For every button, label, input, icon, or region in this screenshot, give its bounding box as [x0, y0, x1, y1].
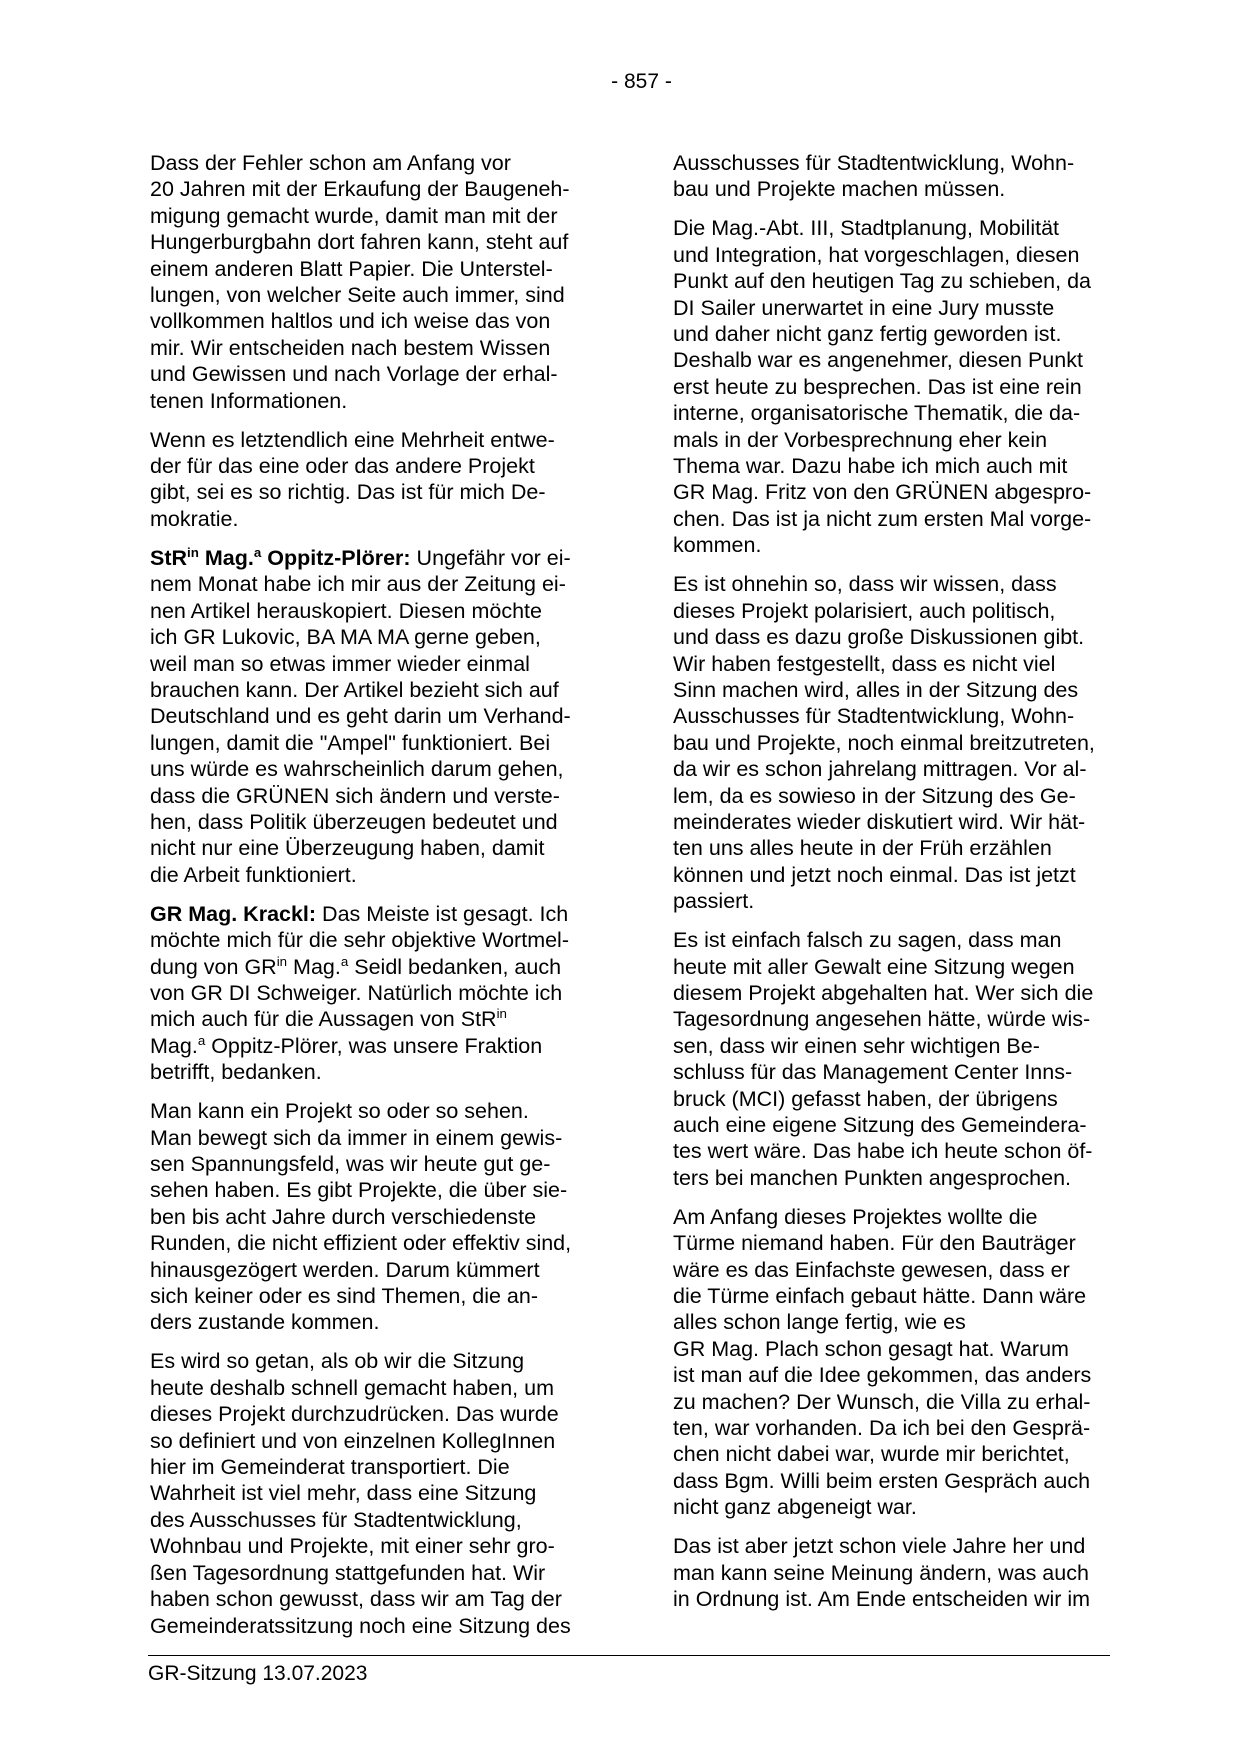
text-line [673, 756, 1133, 782]
text-run: mokratie. [150, 506, 239, 531]
text-run: tes wert wäre. Das habe ich heute schon öf- [673, 1139, 1093, 1164]
text-line [673, 1257, 1133, 1283]
text-line [673, 1230, 1133, 1256]
page-number: - 857 - [611, 70, 672, 93]
text-line [150, 1033, 610, 1059]
text-run: Deshalb war es angenehmer, diesen Punkt [673, 348, 1083, 373]
text-run: vollkommen haltlos und ich weise das von [150, 309, 551, 334]
text-run: des Ausschusses für Stadtentwicklung, [150, 1507, 522, 1532]
text-line [150, 1151, 610, 1177]
text-line [150, 756, 610, 782]
text-line [673, 598, 1133, 624]
text-run: mals in der Vorbesprechnung eher kein [673, 427, 1048, 452]
text-run: haben schon gewusst, dass wir am Tag der [150, 1587, 562, 1612]
text-run: uns würde es wahrscheinlich darum gehen, [150, 757, 564, 782]
text-line [150, 1059, 610, 1085]
speaker-name-run: Mag. [198, 545, 254, 570]
text-line [150, 479, 610, 505]
footer-text: GR-Sitzung 13.07.2023 [148, 1662, 368, 1685]
text-line [673, 321, 1133, 347]
text-line [150, 427, 610, 453]
text-run: und daher nicht ganz fertig geworden ist. [673, 322, 1062, 347]
text-line [150, 1006, 610, 1032]
text-line [150, 954, 610, 980]
text-line [150, 862, 610, 888]
text-line [673, 1059, 1133, 1085]
text-line [150, 835, 610, 861]
text-run: Wohnbau und Projekte, mit einer sehr gro- [150, 1534, 555, 1559]
text-run: Tagesordnung angesehen hätte, würde wis- [673, 1007, 1091, 1032]
text-line [150, 1480, 610, 1506]
text-run: Es ist einfach falsch zu sagen, dass man [673, 928, 1062, 953]
paragraph [150, 150, 610, 414]
text-line [673, 703, 1133, 729]
text-run: Wir haben festgestellt, dass es nicht viel [673, 651, 1056, 676]
text-run: brauchen kann. Der Artikel bezieht sich auf [150, 677, 559, 702]
text-run: passiert. [673, 889, 755, 914]
text-line [150, 1375, 610, 1401]
text-line [150, 730, 610, 756]
text-line [150, 1560, 610, 1586]
text-run: diesem Projekt abgehalten hat. Wer sich die [673, 980, 1094, 1005]
text-run: migung gemacht wurde, damit man mit der [150, 203, 558, 228]
text-run: schluss für das Management Center Inns- [673, 1060, 1073, 1085]
text-line [673, 571, 1133, 597]
text-run: lungen, damit die "Ampel" funktioniert. Bei [150, 730, 551, 755]
text-run: Ausschusses für Stadtentwicklung, Wohn- [673, 704, 1075, 729]
text-run: so definiert und von einzelnen KollegInnen [150, 1428, 556, 1453]
text-run: dieses Projekt polarisiert, auch politisch, [673, 598, 1056, 623]
text-run: nen Artikel herauskopiert. Diesen möchte [150, 598, 542, 623]
text-run: bau und Projekte machen müssen. [673, 177, 1006, 202]
text-run: Oppitz-Plörer, was unsere Fraktion [205, 1033, 543, 1058]
text-line [150, 901, 610, 927]
text-run: in [496, 1006, 507, 1022]
page-footer [148, 1655, 1110, 1686]
text-run: und Gewissen und nach Vorlage der erhal- [150, 362, 558, 387]
text-line [150, 783, 610, 809]
paragraph [673, 1204, 1133, 1521]
text-line [673, 651, 1133, 677]
text-run: a [340, 953, 349, 969]
text-line [673, 1415, 1133, 1441]
text-run: sen, dass wir einen sehr wichtigen Be- [673, 1033, 1040, 1058]
text-run: Man bewegt sich da immer in einem gewis- [150, 1125, 563, 1150]
text-line [673, 1309, 1133, 1335]
text-run: gibt, sei es so richtig. Das ist für mich De- [150, 480, 546, 505]
text-run: ten uns alles heute in der Früh erzählen [673, 836, 1052, 861]
text-run: chen nicht dabei war, wurde mir berichtet, [673, 1442, 1070, 1467]
text-run: Sinn machen wird, alles in der Sitzung des [673, 677, 1079, 702]
speaker-name-run: StR [150, 545, 188, 570]
text-line [673, 1165, 1133, 1191]
text-run: ben bis acht Jahre durch verschiedenste [150, 1204, 537, 1229]
text-line [150, 176, 610, 202]
text-line [673, 1283, 1133, 1309]
text-line [673, 215, 1133, 241]
text-line [673, 1441, 1133, 1467]
text-line [150, 980, 610, 1006]
text-line [673, 1586, 1133, 1612]
text-line [150, 571, 610, 597]
paragraph [673, 215, 1133, 558]
text-run: Ungefähr vor ei- [410, 545, 571, 570]
text-line [150, 335, 610, 361]
text-run: Deutschland und es geht darin um Verhand- [150, 704, 571, 729]
text-run: einem anderen Blatt Papier. Die Unterstel- [150, 256, 553, 281]
text-line [150, 229, 610, 255]
text-run: weil man so etwas immer wieder einmal [150, 651, 530, 676]
text-line [150, 150, 610, 176]
text-line [673, 427, 1133, 453]
text-run: nicht nur eine Überzeugung haben, damit [150, 836, 545, 861]
text-line [673, 954, 1133, 980]
text-run: meinderates wieder diskutiert wird. Wir hät- [673, 809, 1086, 834]
text-run: Runden, die nicht effizient oder effektiv sind, [150, 1231, 572, 1256]
text-run: ist man auf die Idee gekommen, das anders [673, 1363, 1092, 1388]
text-line [673, 374, 1133, 400]
text-run: Thema war. Dazu habe ich mich auch mit [673, 454, 1068, 479]
text-run: man kann seine Meinung ändern, was auch [673, 1560, 1089, 1585]
text-line [150, 703, 610, 729]
text-line [673, 1112, 1133, 1138]
text-line [673, 624, 1133, 650]
text-run: Türme niemand haben. Für den Bauträger [673, 1231, 1076, 1256]
text-line [150, 651, 610, 677]
text-run: nem Monat habe ich mir aus der Zeitung ei- [150, 572, 566, 597]
text-run: mir. Wir entscheiden nach bestem Wissen [150, 335, 551, 360]
text-line [673, 1033, 1133, 1059]
text-line [150, 361, 610, 387]
paragraph [150, 427, 610, 533]
text-line [150, 927, 610, 953]
text-line [673, 1533, 1133, 1559]
text-run: 20 Jahren mit der Erkaufung der Baugeneh- [150, 177, 570, 202]
text-run: und Integration, hat vorgeschlagen, diesen [673, 242, 1080, 267]
text-line [673, 453, 1133, 479]
text-line [150, 545, 610, 571]
paragraph [150, 545, 610, 888]
text-run: wäre es das Einfachste gewesen, dass er [673, 1257, 1070, 1282]
text-run: Das Meiste ist gesagt. Ich [316, 901, 569, 926]
text-line [673, 295, 1133, 321]
speaker-name-run: Oppitz-Plörer: [261, 545, 411, 570]
text-line [150, 598, 610, 624]
text-line [150, 1125, 610, 1151]
text-run: ten, war vorhanden. Da ich bei den Gesprä- [673, 1416, 1091, 1441]
text-line [673, 1336, 1133, 1362]
text-run: interne, organisatorische Thematik, die da- [673, 401, 1081, 426]
text-line [673, 862, 1133, 888]
text-run: heute deshalb schnell gemacht haben, um [150, 1375, 554, 1400]
text-run: Hungerburgbahn dort fahren kann, steht auf [150, 230, 569, 255]
text-run: GR Mag. Fritz von den GRÜNEN abgespro- [673, 480, 1092, 505]
text-run: lem, da es sowieso in der Sitzung des Ge- [673, 783, 1076, 808]
text-run: Es ist ohnehin so, dass wir wissen, dass [673, 572, 1057, 597]
text-run: dass die GRÜNEN sich ändern und verste- [150, 783, 560, 808]
text-run: erst heute zu besprechen. Das ist eine rein [673, 374, 1082, 399]
text-run: sehen haben. Es gibt Projekte, die über sie- [150, 1178, 568, 1203]
text-run: ßen Tagesordnung stattgefunden hat. Wir [150, 1560, 546, 1585]
text-run: hier im Gemeinderat transportiert. Die [150, 1455, 510, 1480]
text-run: Am Anfang dieses Projektes wollte die [673, 1204, 1038, 1229]
text-line [673, 730, 1133, 756]
text-line [150, 282, 610, 308]
text-line [150, 1098, 610, 1124]
text-line [673, 888, 1133, 914]
text-run: nicht ganz abgeneigt war. [673, 1495, 917, 1520]
right-column [673, 150, 1133, 1652]
text-line [150, 1586, 610, 1612]
text-line [673, 1560, 1133, 1586]
text-line [150, 677, 610, 703]
text-line [150, 1613, 610, 1639]
text-line [150, 453, 610, 479]
text-line [673, 400, 1133, 426]
text-run: DI Sailer unerwartet in eine Jury musste [673, 295, 1055, 320]
text-run: der für das eine oder das andere Projekt [150, 454, 535, 479]
text-line [150, 388, 610, 414]
text-run: zu machen? Der Wunsch, die Villa zu erhal- [673, 1389, 1091, 1414]
text-run: sich keiner oder es sind Themen, die an- [150, 1284, 539, 1309]
paragraph [150, 1098, 610, 1336]
text-line [150, 1309, 610, 1335]
text-run: Das ist aber jetzt schon viele Jahre her und [673, 1534, 1086, 1559]
text-run: bruck (MCI) gefasst haben, der übrigens [673, 1086, 1058, 1111]
paragraph [150, 1348, 610, 1638]
text-line [673, 1204, 1133, 1230]
text-run: Es wird so getan, als ob wir die Sitzung [150, 1349, 525, 1374]
text-line [150, 1401, 610, 1427]
paragraph [673, 571, 1133, 914]
text-run: Punkt auf den heutigen Tag zu schieben, da [673, 269, 1091, 294]
text-run: die Türme einfach gebaut hätte. Dann wäre [673, 1284, 1087, 1309]
text-run: tenen Informationen. [150, 388, 348, 413]
text-run: in [276, 953, 288, 969]
text-line [150, 1257, 610, 1283]
text-run: betrifft, bedanken. [150, 1060, 322, 1085]
text-run: bau und Projekte, noch einmal breitzutreten, [673, 730, 1095, 755]
text-line [673, 176, 1133, 202]
text-line [150, 1204, 610, 1230]
text-run: Seidl bedanken, auch [348, 954, 562, 979]
text-run: mich auch für die Aussagen von StR [150, 1007, 497, 1032]
text-run: da wir es schon jahrelang mittragen. Vor al- [673, 757, 1087, 782]
text-run: auch eine eigene Sitzung des Gemeindera- [673, 1113, 1087, 1137]
text-run: hinausgezögert werden. Darum kümmert [150, 1257, 540, 1282]
text-line [673, 809, 1133, 835]
text-line [673, 242, 1133, 268]
text-line [673, 479, 1133, 505]
text-run: von GR DI Schweiger. Natürlich möchte ich [150, 980, 563, 1005]
text-line [150, 1283, 610, 1309]
text-line [673, 268, 1133, 294]
text-line [673, 1468, 1133, 1494]
text-run: sen Spannungsfeld, was wir heute gut ge- [150, 1152, 551, 1176]
text-line [150, 1533, 610, 1559]
text-run: Die Mag.-Abt. III, Stadtplanung, Mobilität [673, 216, 1060, 241]
text-run: hen, dass Politik überzeugen bedeutet und [150, 809, 558, 834]
text-run: ters bei manchen Punkten angesprochen. [673, 1165, 1072, 1190]
paragraph [673, 150, 1133, 203]
text-run: Wenn es letztendlich eine Mehrheit entwe- [150, 427, 555, 452]
text-line [150, 1348, 610, 1374]
text-line [150, 203, 610, 229]
text-line [673, 1138, 1133, 1164]
text-run: Man kann ein Projekt so oder so sehen. [150, 1099, 529, 1124]
text-line [673, 1362, 1133, 1388]
text-run: dass Bgm. Willi beim ersten Gespräch auch [673, 1468, 1091, 1493]
text-run: heute mit aller Gewalt eine Sitzung wegen [673, 954, 1075, 979]
text-run: dieses Projekt durchzudrücken. Das wurde [150, 1402, 559, 1427]
text-run: chen. Das ist ja nicht zum ersten Mal vorge- [673, 506, 1092, 531]
text-line [673, 347, 1133, 373]
text-run: GR Mag. Plach schon gesagt hat. Warum [673, 1336, 1069, 1361]
text-run: dung von GR [150, 954, 277, 979]
text-run: Mag. [287, 954, 341, 979]
speaker-name-run: a [253, 544, 262, 560]
text-run: ich GR Lukovic, BA MA MA gerne geben, [150, 625, 541, 650]
text-line [150, 1507, 610, 1533]
text-line [673, 677, 1133, 703]
text-line [150, 1177, 610, 1203]
paragraph [673, 927, 1133, 1191]
text-line [673, 783, 1133, 809]
paragraph [150, 901, 610, 1086]
text-run: alles schon lange fertig, wie es [673, 1310, 966, 1335]
text-run: Ausschusses für Stadtentwicklung, Wohn- [673, 151, 1075, 175]
text-line [673, 1494, 1133, 1520]
text-run: ders zustande kommen. [150, 1310, 380, 1335]
text-line [673, 1086, 1133, 1112]
text-run: in Ordnung ist. Am Ende entscheiden wir im [673, 1587, 1091, 1612]
text-line [150, 1454, 610, 1480]
text-line [673, 1389, 1133, 1415]
text-line [673, 835, 1133, 861]
text-line [150, 809, 610, 835]
text-run: kommen. [673, 533, 762, 558]
text-line [673, 927, 1133, 953]
text-line [673, 980, 1133, 1006]
speaker-name-run: GR Mag. Krackl: [150, 901, 317, 926]
speaker-name-run: in [187, 544, 199, 560]
text-run: die Arbeit funktioniert. [150, 862, 357, 887]
text-run: Gemeinderatssitzung noch eine Sitzung des [150, 1613, 571, 1638]
text-run: Mag. [150, 1033, 198, 1058]
text-run: Wahrheit ist viel mehr, dass eine Sitzung [150, 1481, 537, 1506]
text-run: und dass es dazu große Diskussionen gibt. [673, 625, 1085, 650]
text-run: möchte mich für die sehr objektive Wortmel- [150, 928, 569, 953]
text-line [673, 506, 1133, 532]
text-run: Dass der Fehler schon am Anfang vor [150, 151, 511, 175]
text-line [150, 506, 610, 532]
text-line [150, 624, 610, 650]
text-line [673, 532, 1133, 558]
text-line [150, 1428, 610, 1454]
document-body [150, 150, 1133, 1652]
text-run: können und jetzt noch einmal. Das ist jetzt [673, 862, 1076, 887]
text-line [150, 1230, 610, 1256]
text-run: lungen, von welcher Seite auch immer, sind [150, 283, 565, 308]
text-line [150, 308, 610, 334]
text-line [673, 150, 1133, 176]
left-column [150, 150, 610, 1652]
text-line [150, 256, 610, 282]
text-run: a [197, 1032, 206, 1048]
text-line [673, 1006, 1133, 1032]
paragraph [673, 1533, 1133, 1612]
